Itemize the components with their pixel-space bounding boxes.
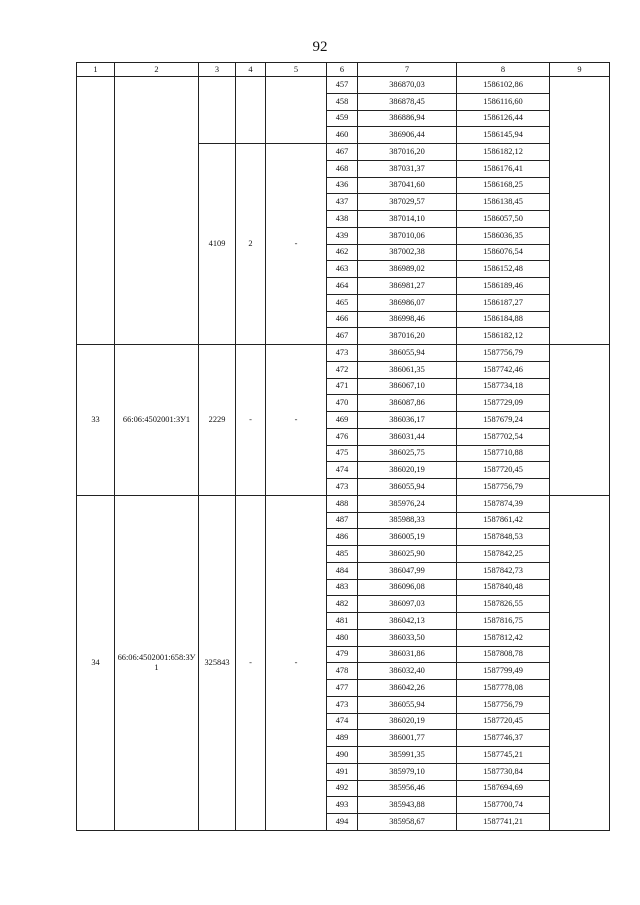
cell-point-number: 438: [327, 211, 358, 228]
table-row: [77, 495, 610, 512]
cell-y-coordinate: 1586152,48: [457, 261, 550, 278]
cell-cadastral-number: [115, 77, 199, 345]
cell-x-coordinate: 386878,45: [358, 93, 457, 110]
cell-y-coordinate: 1586168,25: [457, 177, 550, 194]
cell-col9: [550, 495, 610, 830]
cell-point-number: 485: [327, 546, 358, 563]
cell-point-number: 473: [327, 345, 358, 362]
cell-point-number: 489: [327, 730, 358, 747]
cell-point-number: 469: [327, 412, 358, 429]
cell-x-coordinate: 386087,86: [358, 395, 457, 412]
cell-area: 325843: [199, 495, 236, 830]
cell-x-coordinate: 386025,90: [358, 546, 457, 563]
cell-contour: -: [236, 345, 266, 496]
cell-area: 4109: [199, 144, 236, 345]
cell-x-coordinate: 387016,20: [358, 328, 457, 345]
cell-y-coordinate: 1587702,54: [457, 428, 550, 445]
cell-y-coordinate: 1586076,54: [457, 244, 550, 261]
cell-x-coordinate: 386886,94: [358, 110, 457, 127]
cell-col5: -: [266, 144, 327, 345]
cell-y-coordinate: 1587826,55: [457, 596, 550, 613]
cell-area: [199, 77, 236, 144]
cell-y-coordinate: 1587812,42: [457, 629, 550, 646]
cell-y-coordinate: 1587861,42: [457, 512, 550, 529]
cell-y-coordinate: 1587720,45: [457, 713, 550, 730]
cell-point-number: 459: [327, 110, 358, 127]
cell-x-coordinate: 386036,17: [358, 412, 457, 429]
cell-x-coordinate: 386033,50: [358, 629, 457, 646]
cell-x-coordinate: 386096,08: [358, 579, 457, 596]
cell-y-coordinate: 1587745,21: [457, 747, 550, 764]
page-number: 92: [312, 39, 328, 55]
cell-x-coordinate: 385979,10: [358, 763, 457, 780]
cell-point-number: 488: [327, 495, 358, 512]
cell-x-coordinate: 386989,02: [358, 261, 457, 278]
cell-point-number: 457: [327, 77, 358, 94]
cell-col5: -: [266, 495, 327, 830]
cell-y-coordinate: 1586126,44: [457, 110, 550, 127]
cell-y-coordinate: 1586187,27: [457, 294, 550, 311]
cell-x-coordinate: 386031,44: [358, 428, 457, 445]
cell-point-number: 436: [327, 177, 358, 194]
cell-x-coordinate: 386981,27: [358, 278, 457, 295]
cell-y-coordinate: 1587756,79: [457, 479, 550, 496]
cell-y-coordinate: 1586116,60: [457, 93, 550, 110]
cell-y-coordinate: 1587710,88: [457, 445, 550, 462]
cell-y-coordinate: 1587730,84: [457, 763, 550, 780]
cell-point-number: 487: [327, 512, 358, 529]
cell-area: 2229: [199, 345, 236, 496]
cell-x-coordinate: 386005,19: [358, 529, 457, 546]
cell-y-coordinate: 1587816,75: [457, 613, 550, 630]
cell-point-number: 483: [327, 579, 358, 596]
cell-x-coordinate: 386067,10: [358, 378, 457, 395]
table-row: [77, 345, 610, 362]
cell-y-coordinate: 1586182,12: [457, 144, 550, 161]
cell-x-coordinate: 386097,03: [358, 596, 457, 613]
cell-y-coordinate: 1586036,35: [457, 227, 550, 244]
header-cell: 8: [457, 63, 550, 77]
header-cell: 1: [77, 63, 115, 77]
cell-x-coordinate: 387010,06: [358, 227, 457, 244]
cell-y-coordinate: 1586102,86: [457, 77, 550, 94]
cell-contour: -: [236, 495, 266, 830]
cell-point-number: 472: [327, 361, 358, 378]
cell-y-coordinate: 1587746,37: [457, 730, 550, 747]
header-cell: 9: [550, 63, 610, 77]
cell-y-coordinate: 1586184,88: [457, 311, 550, 328]
cell-point-number: 468: [327, 160, 358, 177]
cell-x-coordinate: 387041,60: [358, 177, 457, 194]
cell-x-coordinate: 387031,37: [358, 160, 457, 177]
cell-col5: -: [266, 345, 327, 496]
cell-y-coordinate: 1587874,39: [457, 495, 550, 512]
cell-y-coordinate: 1587808,78: [457, 646, 550, 663]
cell-y-coordinate: 1587848,53: [457, 529, 550, 546]
cell-y-coordinate: 1587840,48: [457, 579, 550, 596]
cell-x-coordinate: 386870,03: [358, 77, 457, 94]
table-header: [77, 63, 610, 77]
cell-y-coordinate: 1586138,45: [457, 194, 550, 211]
cell-point-number: 475: [327, 445, 358, 462]
cell-x-coordinate: 386998,46: [358, 311, 457, 328]
cell-point-number: 439: [327, 227, 358, 244]
cell-y-coordinate: 1587778,08: [457, 680, 550, 697]
cell-point-number: 437: [327, 194, 358, 211]
cell-point-number: 490: [327, 747, 358, 764]
cell-object-number: 34: [77, 495, 115, 830]
cell-point-number: 486: [327, 529, 358, 546]
cell-contour: 2: [236, 144, 266, 345]
cell-object-number: [77, 77, 115, 345]
cell-col5: [266, 77, 327, 144]
cell-x-coordinate: 386986,07: [358, 294, 457, 311]
cell-y-coordinate: 1587756,79: [457, 696, 550, 713]
cell-point-number: 480: [327, 629, 358, 646]
cell-x-coordinate: 386042,13: [358, 613, 457, 630]
cell-point-number: 481: [327, 613, 358, 630]
table-row: [77, 77, 610, 94]
cell-x-coordinate: 385943,88: [358, 797, 457, 814]
header-cell: 5: [266, 63, 327, 77]
cell-x-coordinate: 386032,40: [358, 663, 457, 680]
cell-x-coordinate: 387029,57: [358, 194, 457, 211]
cell-point-number: 482: [327, 596, 358, 613]
cell-x-coordinate: 386055,94: [358, 696, 457, 713]
cell-x-coordinate: 386906,44: [358, 127, 457, 144]
cell-y-coordinate: 1587756,79: [457, 345, 550, 362]
cell-point-number: 458: [327, 93, 358, 110]
cell-point-number: 474: [327, 462, 358, 479]
cell-x-coordinate: 385991,35: [358, 747, 457, 764]
cell-point-number: 484: [327, 562, 358, 579]
cell-y-coordinate: 1587842,73: [457, 562, 550, 579]
cell-point-number: 477: [327, 680, 358, 697]
cell-x-coordinate: 387002,38: [358, 244, 457, 261]
cell-col9: [550, 345, 610, 496]
cell-point-number: 465: [327, 294, 358, 311]
cell-x-coordinate: 386020,19: [358, 462, 457, 479]
cell-cadastral-number: 66:06:4502001:658:ЗУ1: [115, 495, 199, 830]
cell-point-number: 478: [327, 663, 358, 680]
cell-point-number: 493: [327, 797, 358, 814]
cell-y-coordinate: 1587842,25: [457, 546, 550, 563]
cell-point-number: 467: [327, 328, 358, 345]
cell-y-coordinate: 1586145,94: [457, 127, 550, 144]
cell-col9: [550, 77, 610, 345]
cell-x-coordinate: 385988,33: [358, 512, 457, 529]
cell-x-coordinate: 387016,20: [358, 144, 457, 161]
cell-x-coordinate: 386055,94: [358, 345, 457, 362]
cell-point-number: 473: [327, 479, 358, 496]
cell-x-coordinate: 386055,94: [358, 479, 457, 496]
cell-point-number: 463: [327, 261, 358, 278]
cell-x-coordinate: 386025,75: [358, 445, 457, 462]
header-cell: 3: [199, 63, 236, 77]
cell-y-coordinate: 1587799,49: [457, 663, 550, 680]
header-row: [77, 63, 610, 77]
cell-y-coordinate: 1587742,46: [457, 361, 550, 378]
cell-x-coordinate: 385958,67: [358, 814, 457, 831]
cell-y-coordinate: 1587694,69: [457, 780, 550, 797]
cell-x-coordinate: 386031,86: [358, 646, 457, 663]
header-cell: 2: [115, 63, 199, 77]
cell-x-coordinate: 386047,99: [358, 562, 457, 579]
cell-contour: [236, 77, 266, 144]
cell-x-coordinate: 386061,35: [358, 361, 457, 378]
cell-x-coordinate: 386001,77: [358, 730, 457, 747]
cell-x-coordinate: 385976,24: [358, 495, 457, 512]
cell-point-number: 464: [327, 278, 358, 295]
cell-x-coordinate: 385956,46: [358, 780, 457, 797]
cell-point-number: 467: [327, 144, 358, 161]
cell-x-coordinate: 386042,26: [358, 680, 457, 697]
cell-y-coordinate: 1587720,45: [457, 462, 550, 479]
cell-y-coordinate: 1586189,46: [457, 278, 550, 295]
cell-cadastral-number: 66:06:4502001:ЗУ1: [115, 345, 199, 496]
cell-point-number: 491: [327, 763, 358, 780]
cell-point-number: 460: [327, 127, 358, 144]
cell-point-number: 492: [327, 780, 358, 797]
cell-x-coordinate: 386020,19: [358, 713, 457, 730]
cell-y-coordinate: 1586176,41: [457, 160, 550, 177]
coordinates-table: [76, 62, 610, 831]
cell-point-number: 471: [327, 378, 358, 395]
table-body: [77, 77, 610, 831]
cell-object-number: 33: [77, 345, 115, 496]
cell-point-number: 470: [327, 395, 358, 412]
cell-x-coordinate: 387014,10: [358, 211, 457, 228]
cell-point-number: 473: [327, 696, 358, 713]
cell-point-number: 466: [327, 311, 358, 328]
cell-y-coordinate: 1586057,50: [457, 211, 550, 228]
cell-y-coordinate: 1587734,18: [457, 378, 550, 395]
cell-y-coordinate: 1587729,09: [457, 395, 550, 412]
header-cell: 4: [236, 63, 266, 77]
cell-point-number: 479: [327, 646, 358, 663]
cell-y-coordinate: 1587700,74: [457, 797, 550, 814]
cell-point-number: 476: [327, 428, 358, 445]
cell-point-number: 462: [327, 244, 358, 261]
cell-y-coordinate: 1586182,12: [457, 328, 550, 345]
cell-y-coordinate: 1587679,24: [457, 412, 550, 429]
cell-point-number: 474: [327, 713, 358, 730]
cell-y-coordinate: 1587741,21: [457, 814, 550, 831]
header-cell: 7: [358, 63, 457, 77]
cell-point-number: 494: [327, 814, 358, 831]
header-cell: 6: [327, 63, 358, 77]
